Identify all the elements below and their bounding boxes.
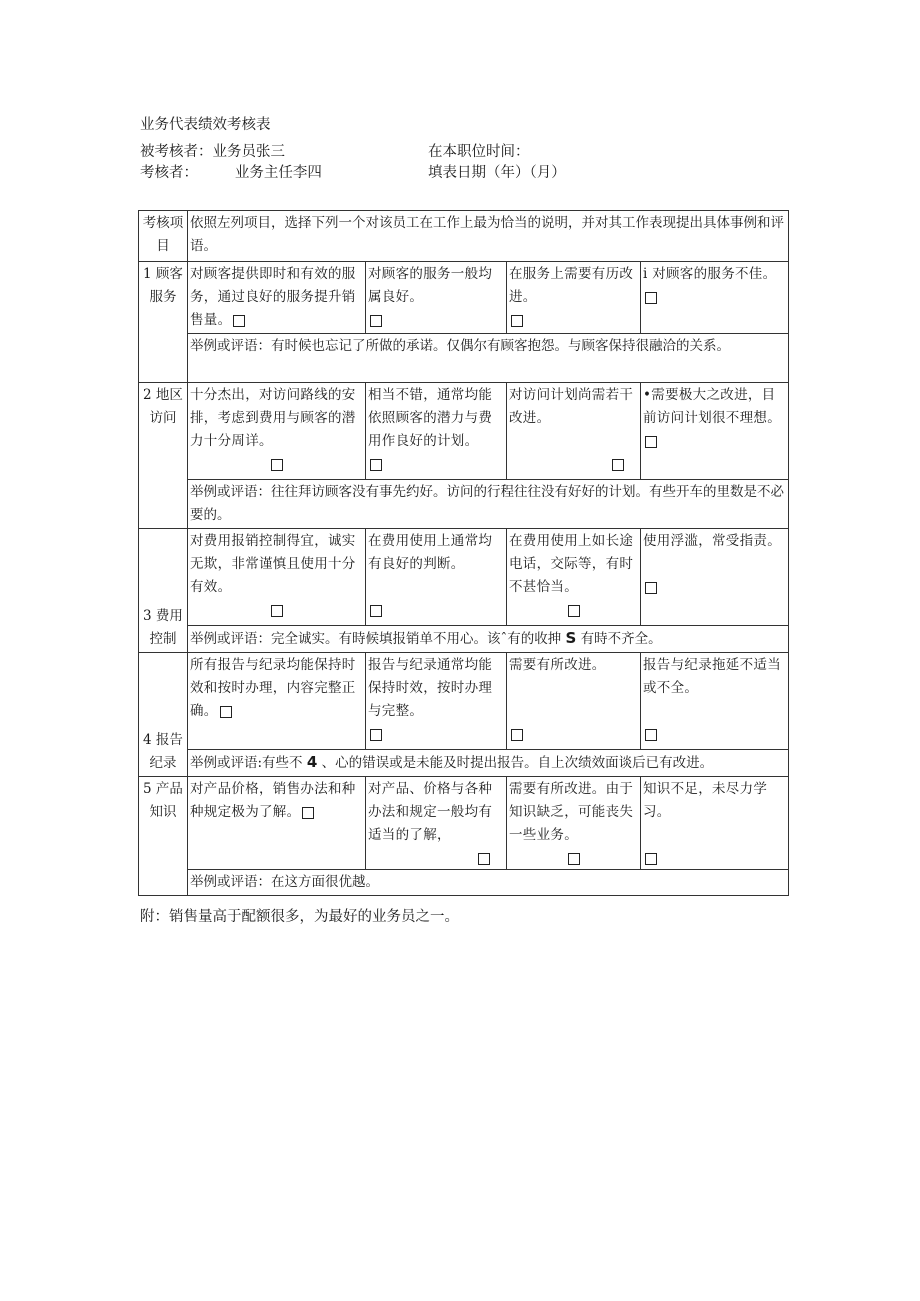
category-product-knowledge: 5 产品知识 [139,777,188,896]
category-area-visit: 2 地区访问 [139,383,188,529]
comment-part: 举例或评语：完全诚实。有時候填报销单不用心。该ˆ有的收抻 [190,631,562,647]
option-cell [507,262,641,334]
option-text: 对费用报销控制得宜，诚实无欺，非常谨慎且使用十分有效。 [190,533,356,595]
comment-row [139,750,789,777]
tenure-label: 在本职位时间： [428,144,530,160]
examiner-label: 考核者： 业务主任李四 [140,165,322,181]
checkbox[interactable] [612,459,624,471]
comment-mark: 4 [306,753,318,771]
comment-mark: S [565,629,577,647]
table-row [139,529,789,626]
comment-part: 举例或评语:有些不 [190,755,303,771]
checkbox[interactable] [233,315,245,327]
comment-part: 有時不齐全。 [580,631,662,647]
checkbox[interactable] [271,605,283,617]
option-cell [188,653,366,750]
option-text: 对产品、价格与各种办法和规定一般均有适当的了解， [368,781,493,843]
option-text: •需要极大之改进，目前访问计划很不理想。 [643,387,781,426]
checkbox[interactable] [645,436,657,448]
comment-row [139,870,789,896]
category-expense-control: 3 费用控制 [139,529,188,653]
option-cell [188,262,366,334]
option-text: 使用浮滥，常受指责。 [643,533,781,549]
comment-text [188,750,789,777]
checkbox[interactable] [645,853,657,865]
table-row [139,653,789,750]
fill-date-label: 填表日期（年）（月） [428,165,566,181]
head-label: 考核项目 [139,211,188,262]
option-text: 知识不足，未尽力学习。 [643,781,768,820]
option-text: 所有报告与纪录均能保持时效和按时办理，内容完整正确。 [190,657,356,719]
comment-text: 举例或评语：往往拜访顾客没有事先约好。访问的行程往往没有好好的计划。有些开车的里数是不必要的。 [188,480,789,529]
option-text: 对访问计划尚需若干改进。 [509,387,634,426]
category-customer-service: 1 顾客服务 [139,262,188,383]
option-text: 在费用使用上通常均有良好的判断。 [368,533,493,572]
comment-text: 举例或评语：在这方面很优越。 [188,870,789,896]
option-cell [188,383,366,480]
category-report-records: 4 报告纪录 [139,653,188,777]
table-head-row [139,211,789,262]
comment-row [139,334,789,383]
checkbox[interactable] [645,729,657,741]
option-cell [507,383,641,480]
checkbox[interactable] [568,853,580,865]
option-text: 需要有所改进。由于知识缺乏，可能丧失一些业务。 [509,781,634,843]
checkbox[interactable] [370,459,382,471]
checkbox[interactable] [568,605,580,617]
examinee-label: 被考核者：业务员张三 [140,144,285,160]
table-row [139,262,789,334]
option-text: 需要有所改进。 [509,657,606,673]
option-cell [188,529,366,626]
comment-row [139,480,789,529]
option-cell [188,777,366,870]
option-cell [641,653,789,750]
option-cell [507,653,641,750]
option-text: 十分杰出，对访问路线的安排，考虑到费用与顾客的潜力十分周详。 [190,387,356,449]
option-cell [366,383,507,480]
option-cell [366,777,507,870]
checkbox[interactable] [370,729,382,741]
option-text: 对顾客的服务一般均属良好。 [368,266,493,305]
checkbox[interactable] [645,582,657,594]
option-cell [366,529,507,626]
comment-row [139,626,789,653]
option-text: 对产品价格，销售办法和种种规定极为了解。 [190,781,356,820]
option-text: 报告与纪录通常均能保持时效，按时办理与完整。 [368,657,493,719]
option-cell [507,777,641,870]
option-cell [641,529,789,626]
option-text: 报告与纪录拖延不适当或不全。 [643,657,781,696]
table-row [139,777,789,870]
option-text: 对顾客提供即时和有效的服务，通过良好的服务提升销售量。 [190,266,356,328]
option-cell [641,383,789,480]
comment-text: 举例或评语：有时候也忘记了所做的承诺。仅偶尔有顾客抱怨。与顾客保持很融洽的关系。 [188,334,789,383]
option-text: 相当不错，通常均能依照顾客的潜力与费用作良好的计划。 [368,387,493,449]
comment-text [188,626,789,653]
table-row [139,383,789,480]
option-text: 在服务上需要有历改进。 [509,266,634,305]
checkbox[interactable] [370,605,382,617]
option-cell [641,262,789,334]
checkbox[interactable] [511,729,523,741]
checkbox[interactable] [271,459,283,471]
option-cell [641,777,789,870]
checkbox[interactable] [302,807,314,819]
option-text: 在费用使用上如长途电话，交际等，有时不甚恰当。 [509,533,634,595]
checkbox[interactable] [370,315,382,327]
option-cell [507,529,641,626]
footnote: 附：销售量高于配额很多，为最好的业务员之一。 [140,909,459,925]
checkbox[interactable] [511,315,523,327]
checkbox[interactable] [220,706,232,718]
checkbox[interactable] [478,853,490,865]
checkbox[interactable] [645,292,657,304]
option-cell [366,262,507,334]
comment-part: 、心的错误或是未能及时提出报告。自上次绩效面谈后已有改进。 [321,755,714,771]
option-text: i 对顾客的服务不佳。 [643,266,777,282]
instruction-text: 依照左列项目，选择下列一个对该员工在工作上最为恰当的说明，并对其工作表现提出具体事例和评语。 [188,211,789,262]
evaluation-table [138,210,789,896]
form-title: 业务代表绩效考核表 [140,117,271,133]
option-cell [366,653,507,750]
